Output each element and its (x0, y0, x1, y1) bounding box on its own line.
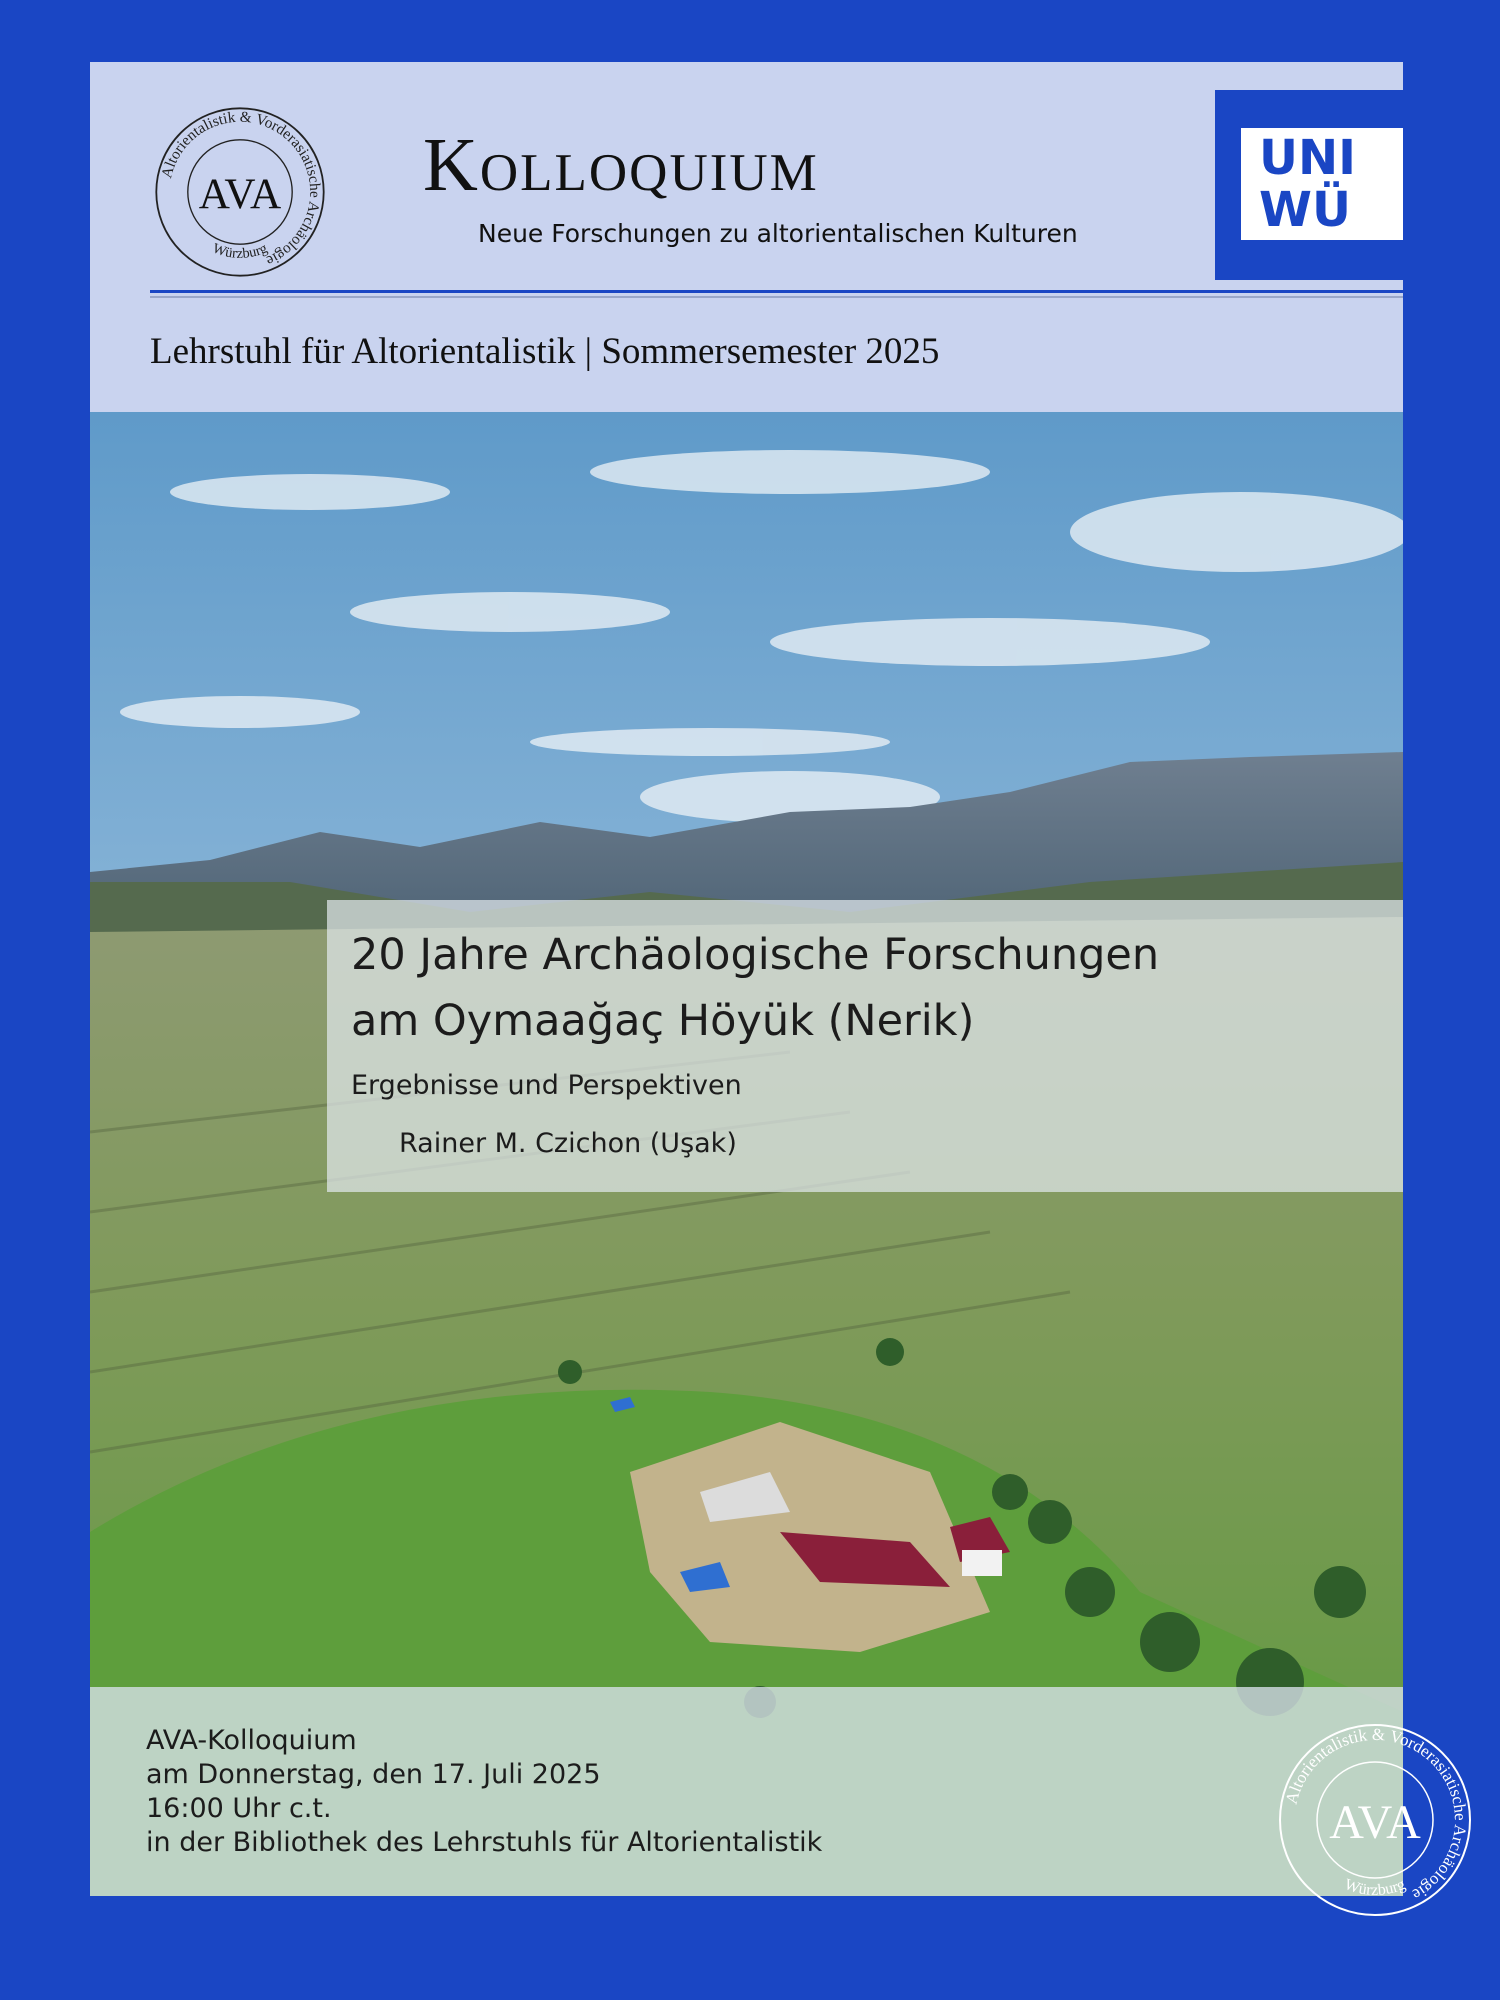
lecture-subtitle: Ergebnisse und Perspektiven (351, 1070, 742, 1101)
event-name: AVA-Kolloquium (146, 1725, 357, 1756)
semester-line: Lehrstuhl für Altorientalistik | Sommersemester 2025 (150, 331, 940, 372)
uni-wuerzburg-logo (1215, 90, 1403, 280)
series-subtitle: Neue Forschungen zu altorientalischen Kulturen (478, 219, 1078, 248)
lecture-speaker: Rainer M. Czichon (Uşak) (399, 1128, 737, 1159)
header-divider-shadow (150, 296, 1403, 298)
lecture-title-line1: 20 Jahre Archäologische Forschungen (351, 930, 1160, 980)
event-time: 16:00 Uhr c.t. (146, 1793, 332, 1824)
ava-seal-watermark (1275, 1720, 1475, 1920)
watermark-bottom-text: Würzburg (1342, 1876, 1408, 1899)
ava-seal-logo (150, 102, 330, 282)
event-location: in der Bibliothek des Lehrstuhls für Altorientalistik (146, 1827, 823, 1858)
uni-logo-line2: WÜ (1259, 182, 1351, 238)
event-date: am Donnerstag, den 17. Juli 2025 (146, 1759, 601, 1790)
series-title: Kolloquium (423, 123, 819, 207)
uni-logo-line1: UNI (1259, 130, 1357, 186)
lecture-title-box (327, 900, 1403, 1192)
seal-bottom-text: Würzburg (210, 240, 270, 262)
event-info-box (90, 1687, 1403, 1896)
watermark-monogram: AVA (1329, 1796, 1421, 1849)
header-divider (150, 290, 1403, 293)
poster-header (90, 62, 1403, 412)
uni-logo-inner (1241, 128, 1403, 240)
lecture-title-line2: am Oymaağaç Höyük (Nerik) (351, 996, 975, 1046)
poster (90, 62, 1403, 1896)
seal-ring-text: Altorientalistik & Vorderasiatische Archäologie (158, 108, 324, 270)
seal-monogram: AVA (198, 171, 282, 219)
uni-logo-text (1259, 132, 1356, 236)
svg-text:Würzburg (1342, 1876, 1408, 1899)
watermark-ring-text: Altorientalistik & Vorderasiatische Archäologie (1281, 1724, 1471, 1905)
